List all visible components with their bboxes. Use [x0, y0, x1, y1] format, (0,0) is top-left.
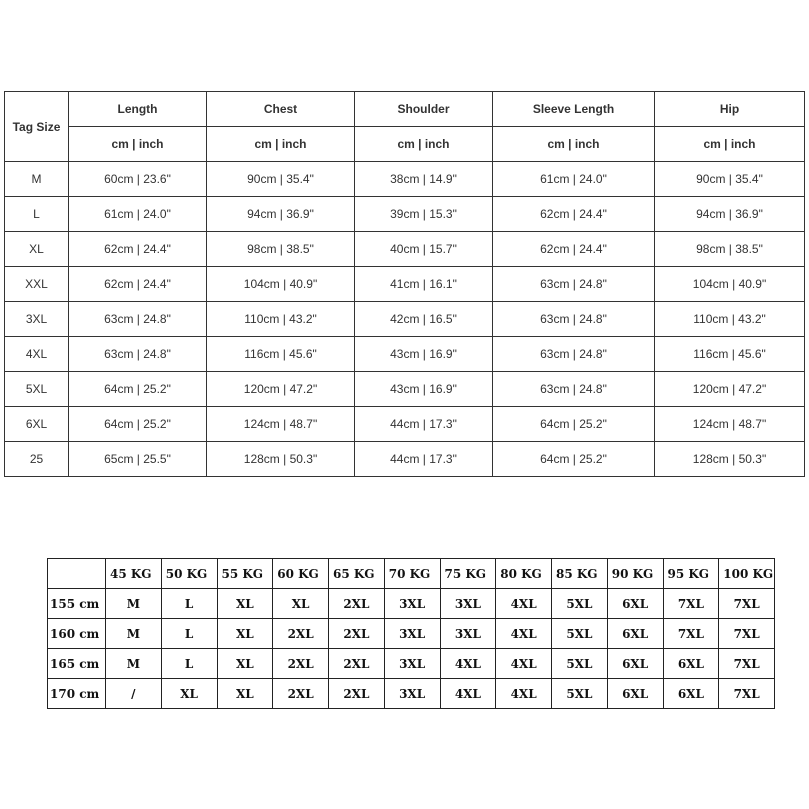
size-row [5, 372, 805, 407]
size-row [5, 267, 805, 302]
measurement-cell: 110cm | 43.2" [655, 302, 805, 337]
tag-size-cell: 4XL [5, 337, 69, 372]
measurement-cell: 44cm | 17.3" [355, 407, 493, 442]
recommended-size-cell: 6XL [607, 649, 663, 679]
measurement-cell: 63cm | 24.8" [69, 337, 207, 372]
unit-label: cm | inch [207, 127, 355, 162]
recommended-size-cell: XL [161, 679, 217, 709]
measurement-cell: 63cm | 24.8" [493, 302, 655, 337]
measurement-cell: 41cm | 16.1" [355, 267, 493, 302]
tag-size-cell: L [5, 197, 69, 232]
measurement-cell: 44cm | 17.3" [355, 442, 493, 477]
weight-header-cell: 95 KG [663, 559, 719, 589]
recommended-size-cell: 2XL [273, 679, 329, 709]
height-cell: 170 cm [48, 679, 106, 709]
recommended-size-cell: 2XL [329, 619, 385, 649]
recommended-size-cell: 5XL [552, 589, 608, 619]
size-row [5, 407, 805, 442]
recommended-size-cell: 4XL [496, 679, 552, 709]
recommended-size-cell: 3XL [384, 649, 440, 679]
measurement-cell: 42cm | 16.5" [355, 302, 493, 337]
measurement-cell: 60cm | 23.6" [69, 162, 207, 197]
recommended-size-cell: XL [217, 589, 273, 619]
recommended-size-cell: 4XL [440, 649, 496, 679]
measurement-cell: 94cm | 36.9" [655, 197, 805, 232]
recommended-size-cell: 5XL [552, 649, 608, 679]
measurement-cell: 40cm | 15.7" [355, 232, 493, 267]
measurement-cell: 61cm | 24.0" [69, 197, 207, 232]
measurement-cell: 110cm | 43.2" [207, 302, 355, 337]
recommended-size-cell: / [106, 679, 162, 709]
recommended-size-cell: 6XL [607, 619, 663, 649]
tag-size-cell: 3XL [5, 302, 69, 337]
measurement-cell: 104cm | 40.9" [207, 267, 355, 302]
weight-height-table [47, 558, 775, 709]
recommended-size-cell: 6XL [607, 679, 663, 709]
height-row [48, 679, 775, 709]
recommended-size-cell: XL [217, 649, 273, 679]
size-chart-table [4, 91, 805, 477]
measurement-cell: 63cm | 24.8" [69, 302, 207, 337]
recommended-size-cell: M [106, 619, 162, 649]
column-header-sleeve-length: Sleeve Length [493, 92, 655, 127]
unit-label: cm | inch [655, 127, 805, 162]
recommended-size-cell: 4XL [496, 619, 552, 649]
recommended-size-cell: 6XL [663, 679, 719, 709]
measurement-cell: 43cm | 16.9" [355, 372, 493, 407]
recommended-size-cell: 2XL [329, 679, 385, 709]
measurement-cell: 98cm | 38.5" [207, 232, 355, 267]
recommended-size-cell: 7XL [719, 679, 775, 709]
measurement-cell: 120cm | 47.2" [655, 372, 805, 407]
tag-size-cell: M [5, 162, 69, 197]
column-header-shoulder: Shoulder [355, 92, 493, 127]
recommended-size-cell: 5XL [552, 679, 608, 709]
measurement-cell: 63cm | 24.8" [493, 372, 655, 407]
weight-header-row [48, 559, 775, 589]
measurement-cell: 104cm | 40.9" [655, 267, 805, 302]
column-header-length: Length [69, 92, 207, 127]
recommended-size-cell: 2XL [273, 619, 329, 649]
recommended-size-cell: 2XL [273, 649, 329, 679]
tag-size-cell: 5XL [5, 372, 69, 407]
recommended-size-cell: L [161, 619, 217, 649]
size-row [5, 337, 805, 372]
measurement-cell: 43cm | 16.9" [355, 337, 493, 372]
recommended-size-cell: 3XL [384, 619, 440, 649]
recommended-size-cell: 4XL [496, 589, 552, 619]
weight-header-cell: 70 KG [384, 559, 440, 589]
size-row [5, 442, 805, 477]
size-chart-header-row [5, 92, 805, 127]
recommended-size-cell: 7XL [719, 649, 775, 679]
measurement-cell: 120cm | 47.2" [207, 372, 355, 407]
recommended-size-cell: XL [217, 619, 273, 649]
measurement-cell: 116cm | 45.6" [655, 337, 805, 372]
measurement-cell: 62cm | 24.4" [493, 232, 655, 267]
measurement-cell: 63cm | 24.8" [493, 267, 655, 302]
column-header-hip: Hip [655, 92, 805, 127]
recommended-size-cell: 3XL [384, 589, 440, 619]
measurement-cell: 98cm | 38.5" [655, 232, 805, 267]
measurement-cell: 64cm | 25.2" [69, 407, 207, 442]
measurement-cell: 116cm | 45.6" [207, 337, 355, 372]
measurement-cell: 39cm | 15.3" [355, 197, 493, 232]
measurement-cell: 64cm | 25.2" [69, 372, 207, 407]
measurement-cell: 64cm | 25.2" [493, 442, 655, 477]
recommended-size-cell: 3XL [440, 619, 496, 649]
measurement-cell: 62cm | 24.4" [69, 267, 207, 302]
size-chart-unit-row [5, 127, 805, 162]
measurement-cell: 124cm | 48.7" [207, 407, 355, 442]
weight-header-cell: 85 KG [552, 559, 608, 589]
recommended-size-cell: 6XL [663, 649, 719, 679]
size-row [5, 232, 805, 267]
recommended-size-cell: 7XL [663, 589, 719, 619]
recommended-size-cell: 3XL [384, 679, 440, 709]
tag-size-cell: 25 [5, 442, 69, 477]
measurement-cell: 65cm | 25.5" [69, 442, 207, 477]
unit-label: cm | inch [493, 127, 655, 162]
measurement-cell: 62cm | 24.4" [69, 232, 207, 267]
recommended-size-cell: 7XL [719, 589, 775, 619]
height-cell: 155 cm [48, 589, 106, 619]
recommended-size-cell: 3XL [440, 589, 496, 619]
recommended-size-cell: L [161, 649, 217, 679]
tag-size-cell: 6XL [5, 407, 69, 442]
measurement-cell: 90cm | 35.4" [207, 162, 355, 197]
recommended-size-cell: 5XL [552, 619, 608, 649]
measurement-cell: 64cm | 25.2" [493, 407, 655, 442]
measurement-cell: 61cm | 24.0" [493, 162, 655, 197]
column-header-chest: Chest [207, 92, 355, 127]
weight-header-cell: 90 KG [607, 559, 663, 589]
tag-size-header: Tag Size [5, 92, 69, 162]
measurement-cell: 38cm | 14.9" [355, 162, 493, 197]
height-row [48, 589, 775, 619]
height-row [48, 649, 775, 679]
recommended-size-cell: 7XL [719, 619, 775, 649]
recommended-size-cell: M [106, 589, 162, 619]
height-row [48, 619, 775, 649]
measurement-cell: 90cm | 35.4" [655, 162, 805, 197]
recommended-size-cell: 2XL [329, 589, 385, 619]
measurement-cell: 128cm | 50.3" [207, 442, 355, 477]
weight-header-cell: 75 KG [440, 559, 496, 589]
height-cell: 160 cm [48, 619, 106, 649]
weight-header-cell: 55 KG [217, 559, 273, 589]
recommended-size-cell: XL [273, 589, 329, 619]
weight-header-cell: 80 KG [496, 559, 552, 589]
weight-header-cell: 45 KG [106, 559, 162, 589]
corner-cell [48, 559, 106, 589]
recommended-size-cell: 2XL [329, 649, 385, 679]
recommended-size-cell: M [106, 649, 162, 679]
size-row [5, 302, 805, 337]
size-row [5, 197, 805, 232]
unit-label: cm | inch [355, 127, 493, 162]
measurement-cell: 94cm | 36.9" [207, 197, 355, 232]
recommended-size-cell: 4XL [440, 679, 496, 709]
weight-header-cell: 50 KG [161, 559, 217, 589]
size-row [5, 162, 805, 197]
recommended-size-cell: 6XL [607, 589, 663, 619]
tag-size-cell: XL [5, 232, 69, 267]
tag-size-cell: XXL [5, 267, 69, 302]
weight-header-cell: 100 KG [719, 559, 775, 589]
recommended-size-cell: L [161, 589, 217, 619]
recommended-size-cell: 4XL [496, 649, 552, 679]
measurement-cell: 62cm | 24.4" [493, 197, 655, 232]
weight-header-cell: 65 KG [329, 559, 385, 589]
measurement-cell: 63cm | 24.8" [493, 337, 655, 372]
height-cell: 165 cm [48, 649, 106, 679]
recommended-size-cell: XL [217, 679, 273, 709]
measurement-cell: 124cm | 48.7" [655, 407, 805, 442]
recommended-size-cell: 7XL [663, 619, 719, 649]
weight-header-cell: 60 KG [273, 559, 329, 589]
measurement-cell: 128cm | 50.3" [655, 442, 805, 477]
unit-label: cm | inch [69, 127, 207, 162]
